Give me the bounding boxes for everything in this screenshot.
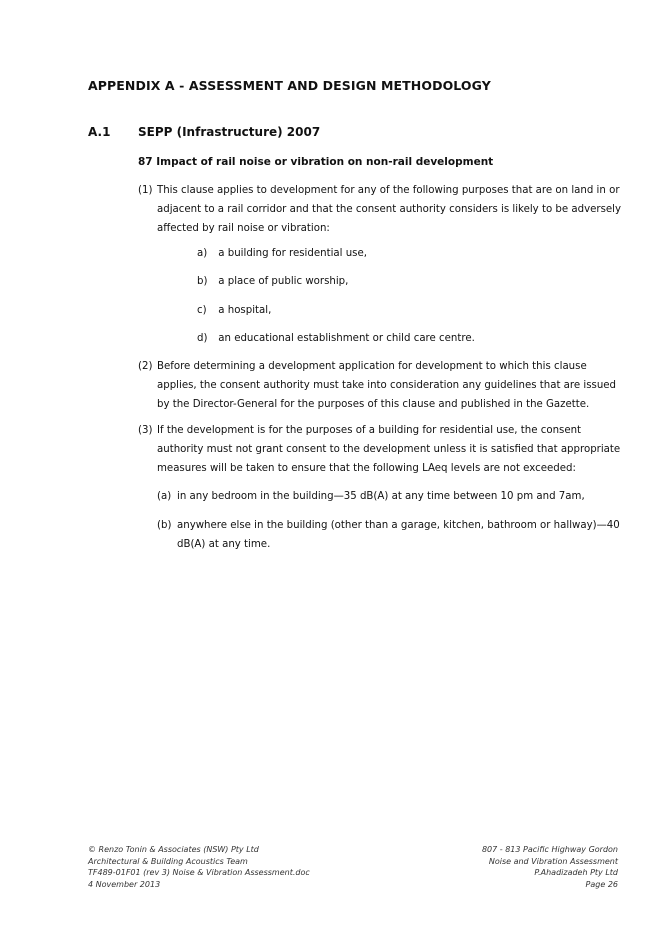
paragraph-text: If the development is for the purposes of a building for residential use, the consent authority must not grant consent to the development unless it is satisfied that appropriate measures will be taken to ensure that the following LAeq levels are not exceeded: xyxy=(157,425,621,474)
footer-left xyxy=(88,844,310,890)
purpose-item-d xyxy=(197,333,475,344)
sub-label: (b) xyxy=(157,520,172,531)
footer-date: 4 November 2013 xyxy=(88,879,161,889)
footer-project-address: 807 - 813 Pacific Highway Gordon xyxy=(481,845,618,854)
footer-filename: TF489-01F01 (rev 3) Noise & Vibration Assessment.doc xyxy=(88,868,310,877)
purpose-item-b xyxy=(197,276,348,287)
sub-text: in any bedroom in the building—35 dB(A) at any time between 10 pm and 7am, xyxy=(177,491,585,502)
sub-label: (a) xyxy=(157,491,172,502)
clause-heading: 87 Impact of rail noise or vibration on non-rail development xyxy=(138,156,494,168)
clause-paragraph-1 xyxy=(138,181,628,238)
list-text: an educational establishment or child care centre. xyxy=(218,333,475,344)
footer-report-title: Noise and Vibration Assessment xyxy=(488,856,618,866)
section-number: A.1 xyxy=(88,125,111,139)
clause-paragraph-2 xyxy=(138,357,628,414)
purpose-item-a xyxy=(197,248,367,259)
level-item-a xyxy=(157,487,627,506)
paragraph-text: Before determining a development application for development to which this clause applies, the consent authority must take into consideration any guidelines that are issued by the Director-General for the purposes of this clause and published in the Gazette. xyxy=(157,361,617,410)
paragraph-text: This clause applies to development for any of the following purposes that are on land in or adjacent to a rail corridor and that the consent authority considers is likely to be adversely affected by rail noise or vibration: xyxy=(157,185,622,234)
list-text: a place of public worship, xyxy=(218,276,349,287)
paragraph-label: (1) xyxy=(138,185,153,196)
section-heading xyxy=(88,125,320,139)
list-label: b) xyxy=(197,276,208,287)
paragraph-label: (3) xyxy=(138,425,153,436)
footer-client: P.Ahadizadeh Pty Ltd xyxy=(534,868,618,877)
sub-text: anywhere else in the building (other than a garage, kitchen, bathroom or hallway)—40 dB(A) at any time. xyxy=(177,520,620,550)
clause-paragraph-3 xyxy=(138,421,628,478)
list-text: a hospital, xyxy=(218,305,272,316)
footer-copyright: © Renzo Tonin & Associates (NSW) Pty Ltd xyxy=(88,845,259,854)
level-item-b xyxy=(157,516,627,554)
list-label: a) xyxy=(197,248,208,259)
footer-right xyxy=(482,844,618,890)
footer-page-number: Page 26 xyxy=(585,879,618,889)
list-label: c) xyxy=(197,305,207,316)
appendix-title: APPENDIX A - ASSESSMENT AND DESIGN METHODOLOGY xyxy=(88,78,491,93)
section-title: SEPP (Infrastructure) 2007 xyxy=(138,125,321,139)
footer-team: Architectural & Building Acoustics Team xyxy=(88,856,248,866)
purpose-item-c xyxy=(197,305,271,316)
list-label: d) xyxy=(197,333,208,344)
list-text: a building for residential use, xyxy=(218,248,367,259)
paragraph-label: (2) xyxy=(138,361,153,372)
